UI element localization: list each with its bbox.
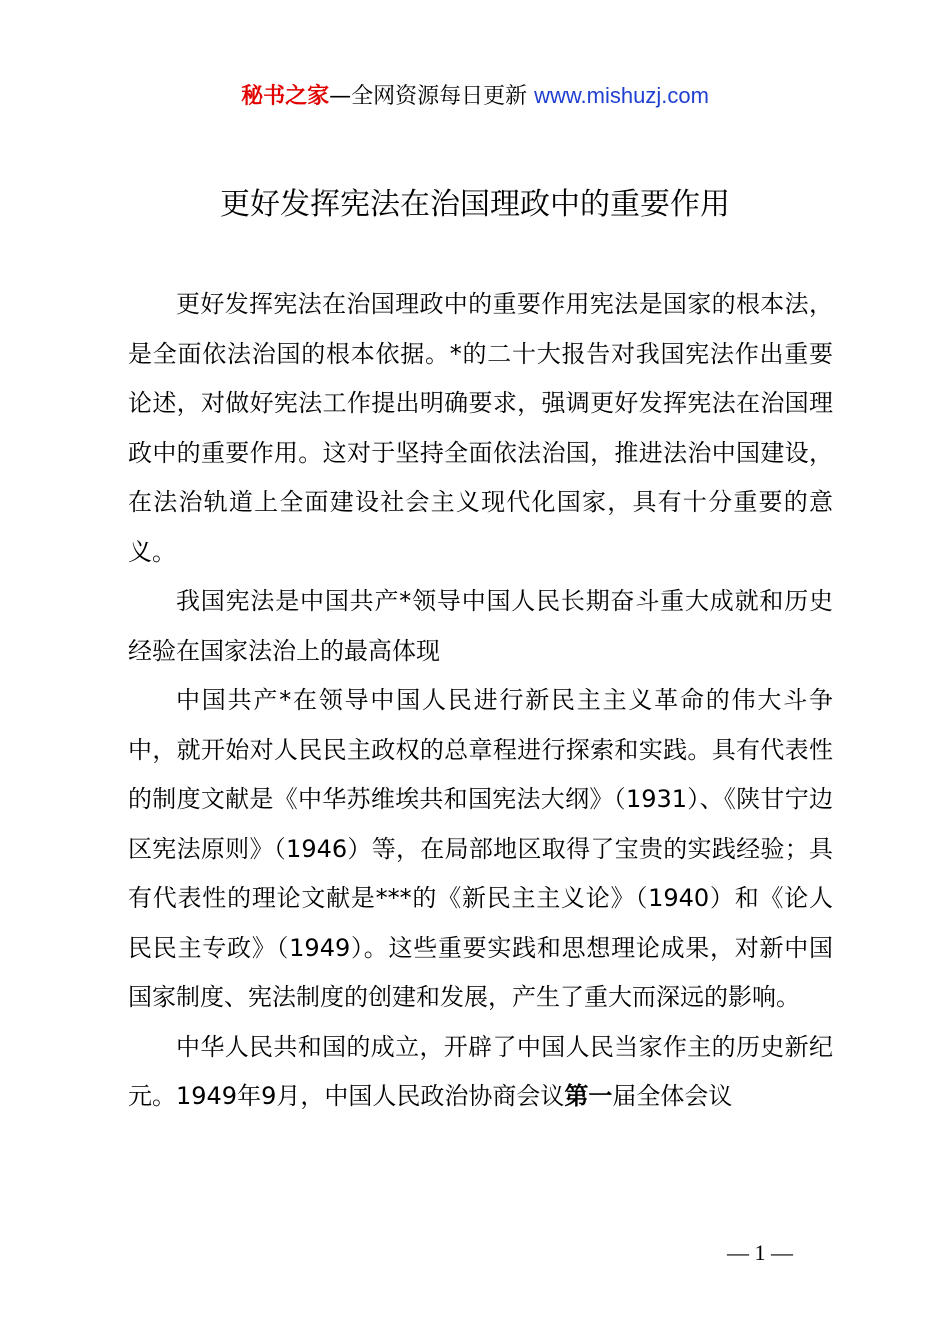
paragraph-3: 中国共产*在领导中国人民进行新民主主义革命的伟大斗争中，就开始对人民民主政权的总章程进行探索和实践。具有代表性的制度文献是《中华苏维埃共和国宪法大纲》（1931）、《陕甘宁边区宪法原则》（1946）等，在局部地区取得了宝贵的实践经验；具有代表性的理论文献是***的《新民主主义论》（1940）和《论人民民主专政》（1949）。这些重要实践和思想理论成果，对新中国国家制度、宪法制度的创建和发展，产生了重大而深远的影响。 (128, 686, 833, 1011)
paragraph-4-text-a: 中华人民共和国的成立，开辟了中国人民当家作主的历史新纪元。1949年9月，中国人民政治协商会议 (128, 1032, 833, 1110)
paragraph-1: 更好发挥宪法在治国理政中的重要作用宪法是国家的根本法，是全面依法治国的根本依据。*的二十大报告对我国宪法作出重要论述，对做好宪法工作提出明确要求，强调更好发挥宪法在治国理政中的重要作用。这对于坚持全面依法治国，推进法治中国建设，在法治轨道上全面建设社会主义现代化国家，具有十分重要的意义。 (128, 290, 833, 566)
brand-name: 秘书之家 (241, 84, 330, 109)
header-tagline: —全网资源每日更新 (329, 84, 535, 109)
paragraph-4 (128, 1023, 833, 1122)
document-body (128, 280, 833, 1122)
page-number: — 1 — (727, 1240, 793, 1265)
paragraph-2: 我国宪法是中国共产*领导中国人民长期奋斗重大成就和历史经验在国家法治上的最高体现 (128, 587, 833, 665)
site-header (0, 80, 950, 113)
paragraph-4-bold: 第一 (564, 1082, 613, 1110)
document-title: 更好发挥宪法在治国理政中的重要作用 (220, 187, 730, 222)
site-url-link[interactable]: www.mishuzj.com (534, 83, 709, 108)
paragraph-4-text-b: 届全体会议 (612, 1082, 733, 1110)
